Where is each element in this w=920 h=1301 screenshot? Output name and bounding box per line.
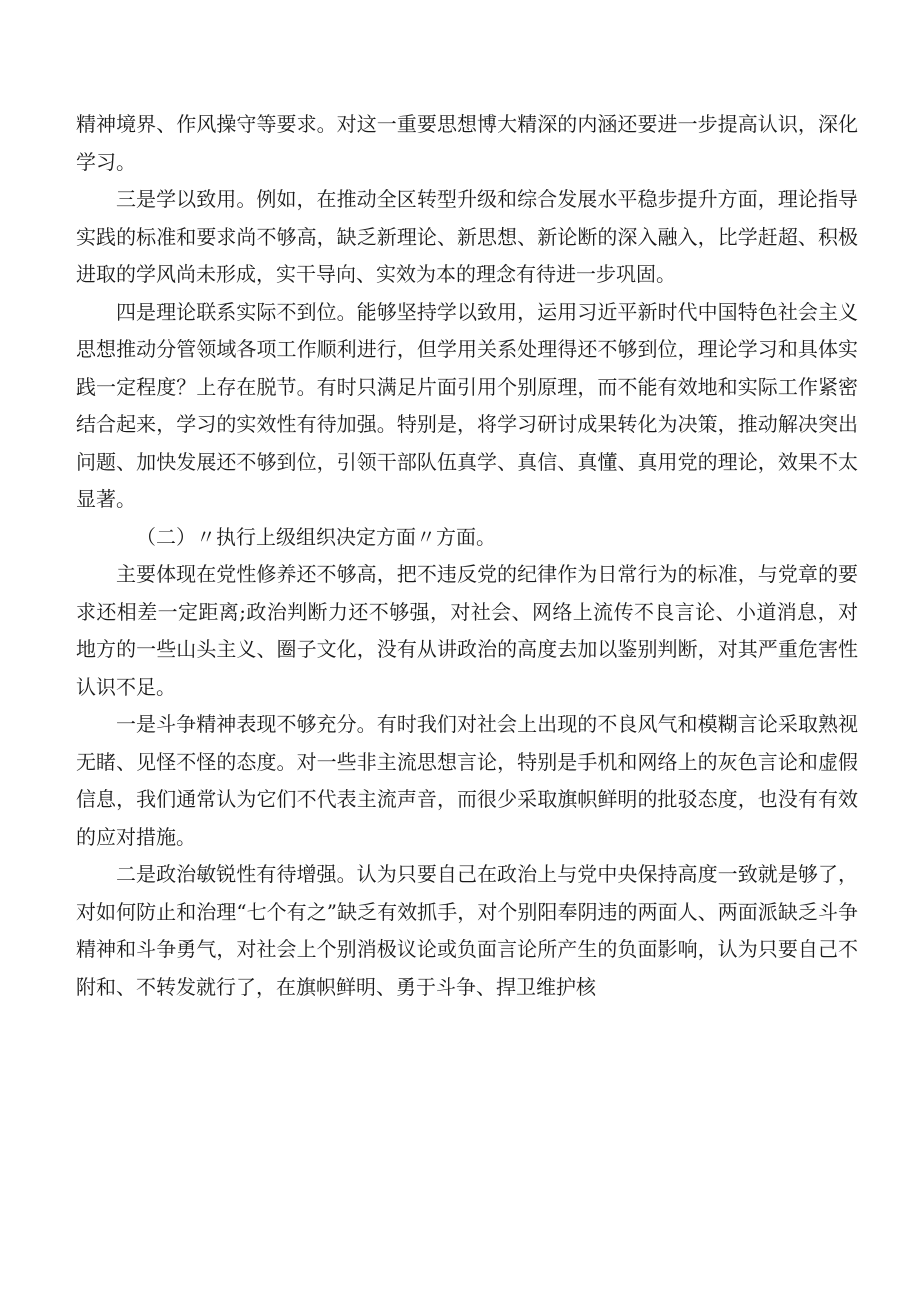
paragraph-point-two: 二是政治敏锐性有待增强。认为只要自己在政治上与党中央保持高度一致就是够了，对如何防止和治理“七个有之”缺乏有效抓手，对个别阳奉阴违的两面人、两面派缺乏斗争精神和斗争勇气，对社会上个别消极议论或负面言论所产生的负面影响，认为只要自己不附和、不转发就行了，在旗帜鲜明、勇于斗争、捍卫维护核 bbox=[76, 862, 858, 999]
section-heading: （二）〃执行上级组织决定方面〃方面。 bbox=[136, 524, 496, 549]
paragraph-point-three: 三是学以致用。例如，在推动全区转型升级和综合发展水平稳步提升方面，理论指导实践的标准和要求尚不够高，缺乏新理论、新思想、新论断的深入融入，比学赶超、积极进取的学风尚未形成，实干导向、实效为本的理念有待进一步巩固。 bbox=[76, 187, 858, 286]
paragraph-point-four: 四是理论联系实际不到位。能够坚持学以致用，运用习近平新时代中国特色社会主义思想推动分管领域各项工作顺利进行，但学用关系处理得还不够到位，理论学习和具体实践一定程度？上存在脱节。有时只满足片面引用个别原理，而不能有效地和实际工作紧密结合起来，学习的实效性有待加强。特别是，将学习研讨成果转化为决策，推动解决突出问题、加快发展还不够到位，引领干部队伍真学、真信、真懂、真用党的理论，效果不太显著。 bbox=[76, 299, 858, 511]
paragraph-main-summary: 主要体现在党性修养还不够高，把不违反党的纪律作为日常行为的标准，与党章的要求还相差一定距离;政治判断力还不够强，对社会、网络上流传不良言论、小道消息，对地方的一些山头主义、圈子文化，没有从讲政治的高度去加以鉴别判断，对其严重危害性认识不足。 bbox=[76, 562, 858, 699]
paragraph-point-one: 一是斗争精神表现不够充分。有时我们对社会上出现的不良风气和模糊言论采取熟视无睹、见怪不怪的态度。对一些非主流思想言论，特别是手机和网络上的灰色言论和虚假信息，我们通常认为它们不代表主流声音，而很少采取旗帜鲜明的批驳态度，也没有有效的应对措施。 bbox=[76, 712, 858, 849]
document-body bbox=[76, 106, 858, 1006]
paragraph-continuation: 精神境界、作风操守等要求。对这一重要思想博大精深的内涵还要进一步提高认识，深化学习。 bbox=[76, 112, 858, 174]
